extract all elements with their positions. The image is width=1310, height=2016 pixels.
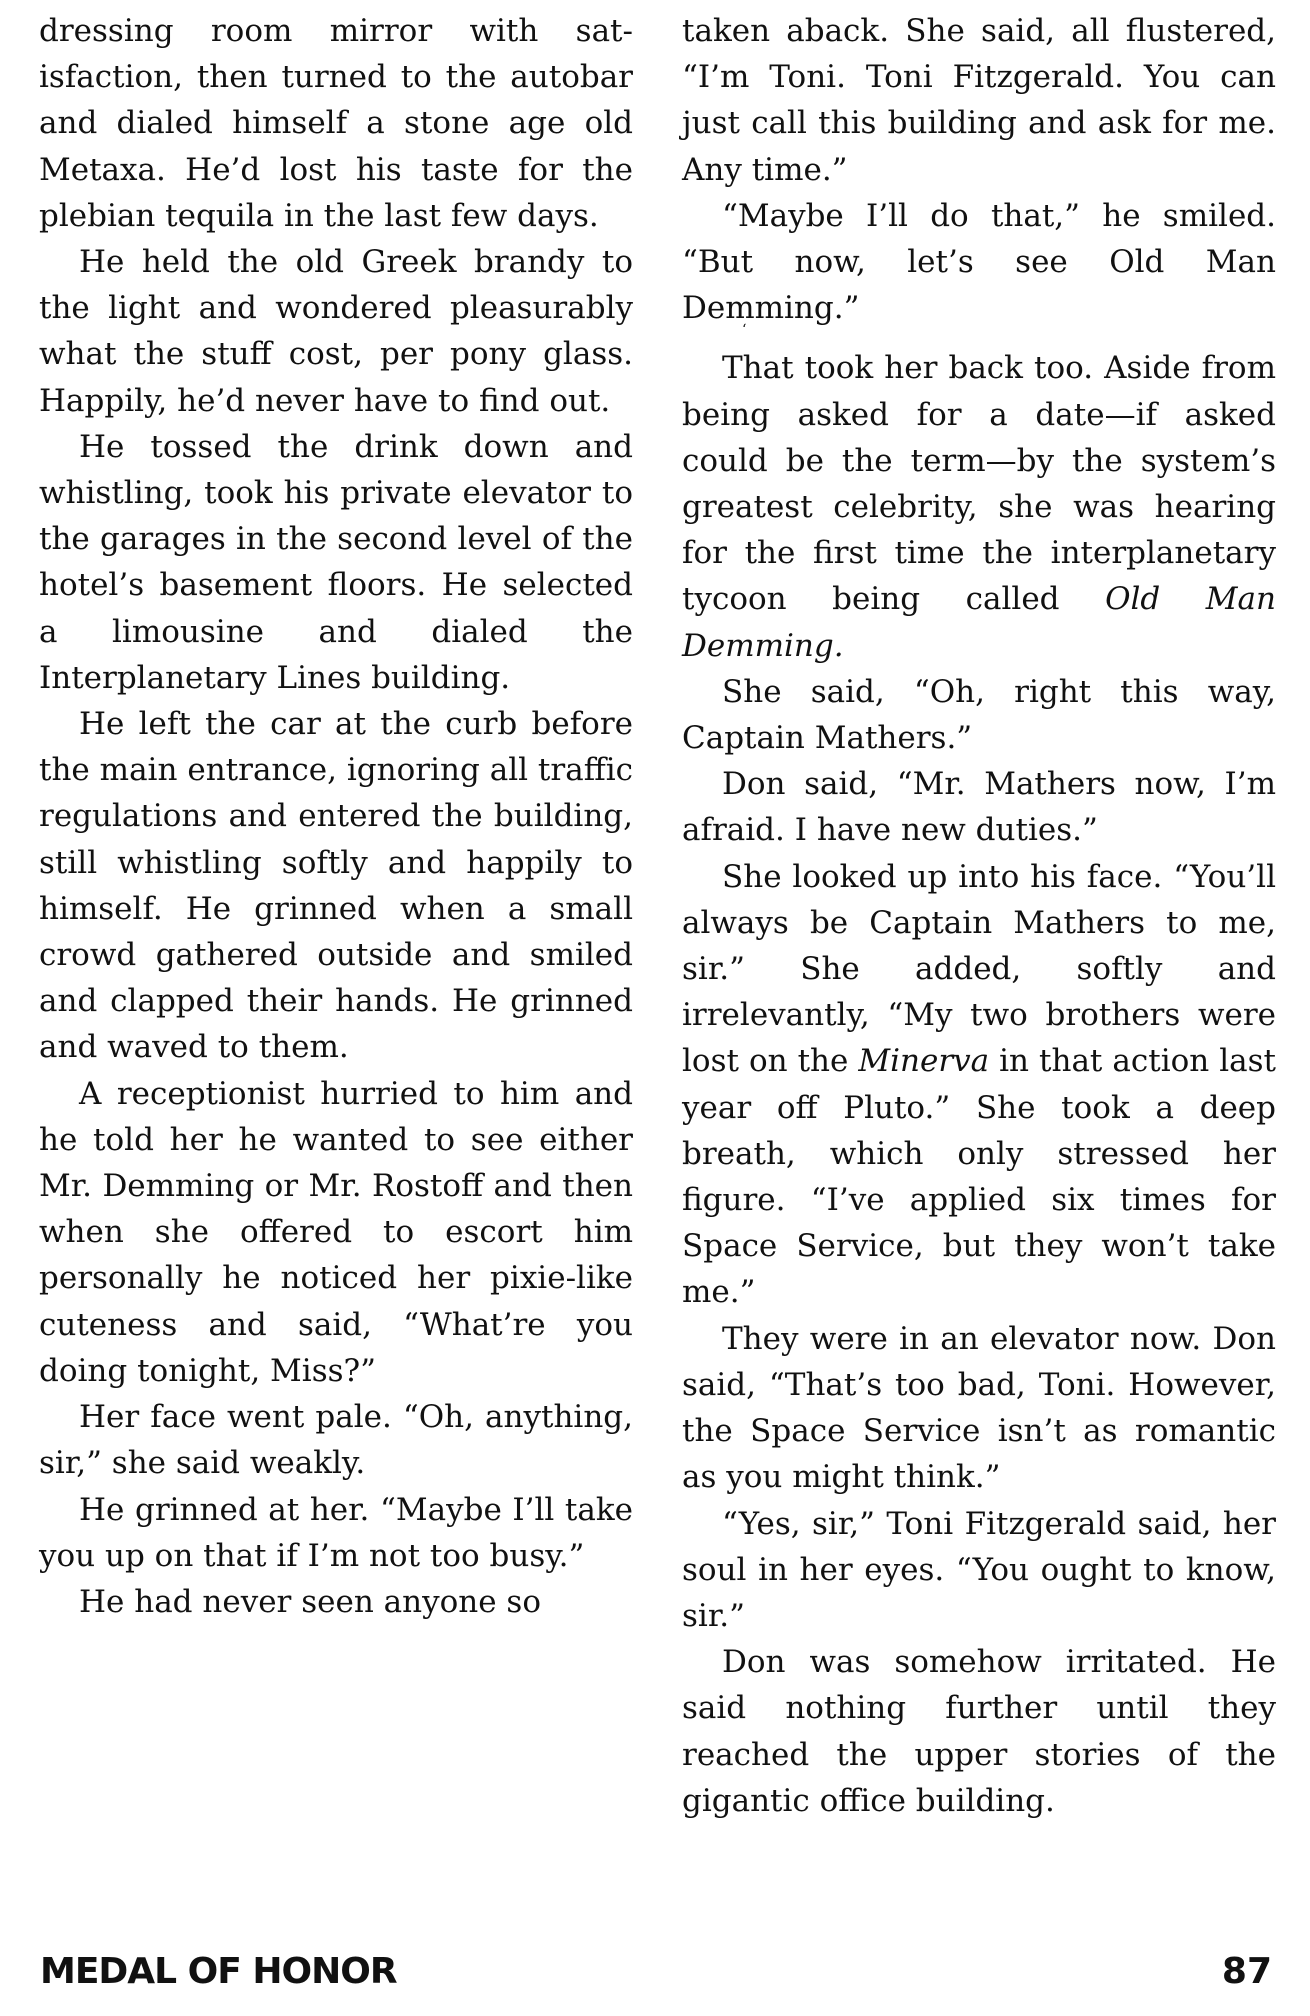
paragraph (682, 854, 1276, 1316)
emphasis-text: Minerva (858, 1043, 990, 1080)
section-break (682, 322, 1276, 345)
paragraph: He held the old Greek brandy to the light and wondered pleasurably what the stuff cost, per pony glass. Happily, he’d never have to find out. (39, 244, 633, 419)
paragraph: dressing room mirror with satisfaction, then turned to the autobar and dialed himself a stone age old Metaxa. He’d lost his taste for the plebian tequila in the last few days. (39, 13, 633, 234)
paragraph: They were in an elevator now. Don said, “That’s too bad, Toni. However, the Space Service isn’t as romantic as you might think.” (682, 1320, 1276, 1496)
paragraph: taken aback. She said, all flustered, “I’m Toni. Toni Fitzgerald. You can just call this building and ask for me. Any time.” (682, 13, 1276, 188)
paragraph: He tossed the drink down and whistling, took his private elevator to the garages in the second level of the hotel’s basement floors. He selected a limousine and dialed the Interplanetary Lines building. (39, 428, 633, 696)
paragraph: Don said, “Mr. Mathers now, I’m afraid. I have new duties.” (682, 766, 1276, 849)
page-number: 87 (1221, 1951, 1272, 1992)
right-column (682, 8, 1276, 1824)
paragraph: He grinned at her. “Maybe I’ll take you up on that if I’m not too busy.” (39, 1491, 633, 1574)
paragraph: “Maybe I’ll do that,” he smiled. “But now, let’s see Old Man Demming.” (682, 197, 1276, 327)
paragraph (682, 345, 1276, 668)
paragraph-text: That took her back too. Aside from being asked for a date—if asked could be the term—by the system’s greatest celebrity, she was hearing for the first time the interplanetary tycoon being called (682, 350, 1276, 618)
running-title: MEDAL OF HONOR (40, 1951, 397, 1992)
paragraph: “Yes, sir,” Toni Fitzgerald said, her soul in her eyes. “You ought to know, sir.” (682, 1505, 1276, 1634)
paragraph-text: She looked up into his face. “You’ll always be Captain Mathers to me, sir.” She added, softly and irrelevantly, “My two brothers were lost on the (682, 858, 1276, 1080)
section-break-mark: ‘ (742, 322, 747, 339)
paragraph: A receptionist hurried to him and he told her he wanted to see either Mr. Demming or Mr. Rostoff and then when she offered to escort him personally he noticed her pixie-like cuteness and said, “What’re you doing tonight, Miss?” (39, 1075, 633, 1389)
paragraph: He left the car at the curb before the main entrance, ignoring all traffic regulations and entered the building, still whistling softly and happily to himself. He grinned when a small crowd gathered outside and smiled and clapped their hands. He grinned and waved to them. (39, 706, 633, 1066)
paragraph: He had never seen anyone so (79, 1583, 542, 1620)
paragraph: Don was somehow irritated. He said nothing further until they reached the upper stories of the gigantic office building. (682, 1644, 1276, 1819)
paragraph: She said, “Oh, right this way, Captain Mathers.” (682, 673, 1276, 757)
paragraph: Her face went pale. “Oh, anything, sir,” she said weakly. (39, 1399, 633, 1482)
paragraph-text: in that action last year off Pluto.” She took a deep breath, which only stressed her figure. “I’ve applied six times for Space Service, but they won’t take me.” (682, 1043, 1277, 1311)
emphasis-text: Old Man Demming. (682, 581, 1276, 664)
page-footer (40, 1947, 1272, 1997)
left-column (39, 8, 633, 1625)
